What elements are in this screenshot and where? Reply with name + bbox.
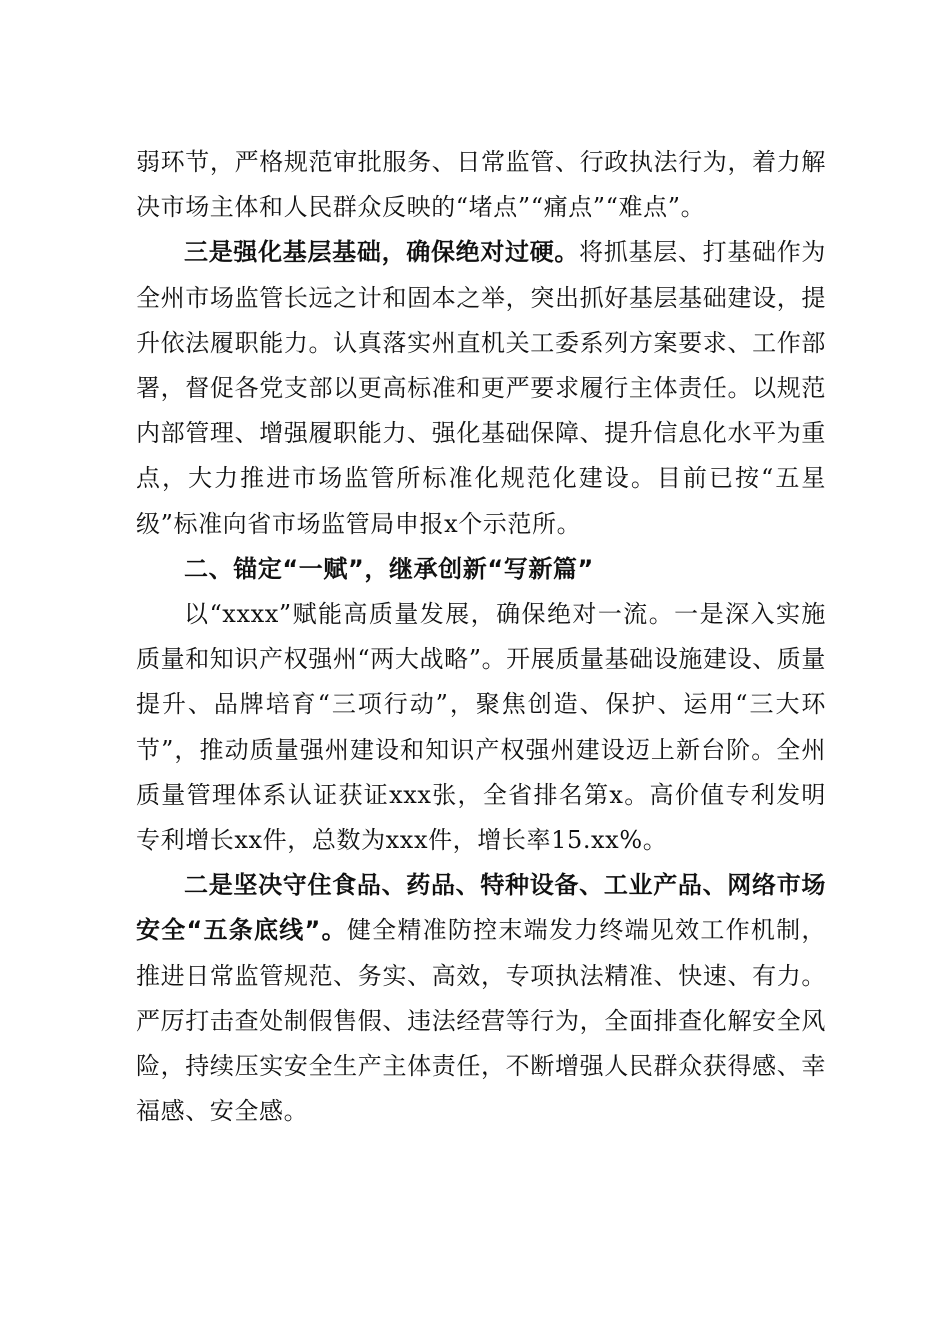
- document-body: [136, 140, 826, 1134]
- paragraph-safety: [136, 863, 826, 1134]
- paragraph-lead-grassroots: 三是强化基层基础，确保绝对过硬。: [184, 238, 580, 267]
- paragraph-body-safety: 健全精准防控末端发力终端见效工作机制，推进日常监管规范、务实、高效，专项执法精准、快速、有力。严厉打击查处制假售假、违法经营等行为，全面排查化解安全风险，持续压实安全生产主体责任，不断增强人民群众获得感、幸福感、安全感。: [136, 916, 826, 1126]
- paragraph-quality: 以“xxxx”赋能高质量发展，确保绝对一流。一是深入实施质量和知识产权强州“两大战略”。开展质量基础设施建设、质量提升、品牌培育“三项行动”，聚焦创造、保护、运用“三大环节”，推动质量强州建设和知识产权强州建设迈上新台阶。全州质量管理体系认证获证xxx张，全省排名第x。高价值专利发明专利增长xx件，总数为xxx件，增长率15.xx%。: [136, 600, 826, 855]
- paragraph-lead-safety: 二是坚决守住食品、药品、特种设备、工业产品、网络市场安全“五条底线”。: [136, 871, 826, 945]
- paragraph-grassroots: [136, 230, 826, 546]
- paragraph-continuation: 弱环节，严格规范审批服务、日常监管、行政执法行为，着力解决市场主体和人民群众反映的“堵点”“痛点”“难点”。: [136, 148, 826, 222]
- paragraph-body-grassroots: 将抓基层、打基础作为全州市场监管长远之计和固本之举，突出抓好基层基础建设，提升依法履职能力。认真落实州直机关工委系列方案要求、工作部署，督促各党支部以更高标准和更严要求履行主体责任。以规范内部管理、增强履职能力、强化基础保障、提升信息化水平为重点，大力推进市场监管所标准化规范化建设。目前已按“五星级”标准向省市场监管局申报x个示范所。: [136, 238, 827, 538]
- section-heading: 二、锚定“一赋”，继承创新“写新篇”: [184, 554, 594, 583]
